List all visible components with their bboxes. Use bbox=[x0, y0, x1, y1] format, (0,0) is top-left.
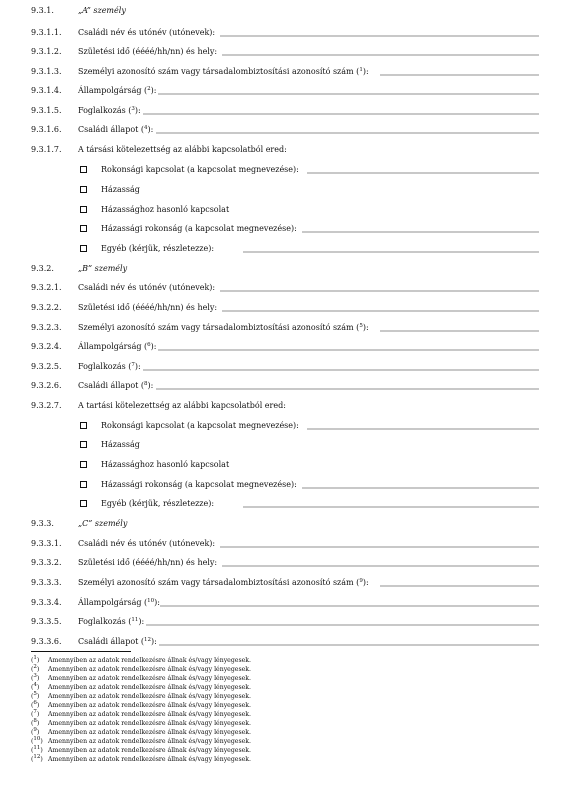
fill-in-line[interactable] bbox=[222, 45, 539, 59]
checkbox-option bbox=[0, 242, 565, 256]
option-label: Házassági rokonság (a kapcsolat megnevezése): bbox=[101, 224, 297, 233]
field-label: A társási kötelezettség az alábbi kapcsolatból ered: bbox=[78, 145, 287, 154]
field-number: 9.3.2.4. bbox=[31, 342, 62, 351]
fill-in-line[interactable] bbox=[222, 301, 539, 315]
section-number: 9.3.1. bbox=[31, 6, 54, 15]
field-label: Állampolgárság ($^{10}$): bbox=[78, 598, 160, 607]
form-field-row bbox=[0, 635, 565, 649]
field-label: Állampolgárság ($^6$): bbox=[78, 342, 157, 351]
section-title: „C” személy bbox=[78, 519, 128, 528]
field-label: Családi név és utónév (utónevek): bbox=[78, 539, 216, 548]
fill-in-line[interactable] bbox=[220, 281, 539, 295]
checkbox-option bbox=[0, 203, 565, 217]
field-label: Születési idő (éééé/hh/nn) és hely: bbox=[78, 558, 218, 567]
section-title: „A” személy bbox=[78, 6, 126, 15]
section-title: „B” személy bbox=[78, 264, 128, 273]
checkbox-option bbox=[0, 497, 565, 511]
form-field-row bbox=[0, 360, 565, 374]
checkbox-option bbox=[0, 183, 565, 197]
checkbox-option bbox=[0, 222, 565, 236]
field-number: 9.3.3.3. bbox=[31, 578, 62, 587]
field-number: 9.3.1.4. bbox=[31, 86, 62, 95]
field-label: Személyi azonosító szám vagy társadalombiztosítási azonosító szám ($^1$): bbox=[78, 67, 369, 76]
checkbox[interactable] bbox=[80, 245, 87, 252]
form-field-row bbox=[0, 556, 565, 570]
field-number: 9.3.3.1. bbox=[31, 539, 62, 548]
fill-in-line[interactable] bbox=[143, 104, 539, 118]
field-label: Születési idő (éééé/hh/nn) és hely: bbox=[78, 303, 218, 312]
fill-in-line[interactable] bbox=[146, 615, 539, 629]
footnote-ref: 6 bbox=[147, 342, 151, 348]
fill-in-line[interactable] bbox=[160, 596, 539, 610]
fill-in-line[interactable] bbox=[243, 497, 539, 511]
footnote-ref: 9 bbox=[359, 578, 363, 584]
section-heading bbox=[0, 4, 565, 18]
footnote: ($^2$) Amennyiben az adatok rendelkezésre állnak és/vagy lényegesek. bbox=[31, 664, 252, 673]
option-label: Házasság bbox=[101, 185, 140, 194]
footnote: ($^8$) Amennyiben az adatok rendelkezésre állnak és/vagy lényegesek. bbox=[31, 718, 252, 727]
fill-in-line[interactable] bbox=[307, 163, 539, 177]
form-field-row bbox=[0, 576, 565, 590]
field-number: 9.3.3.2. bbox=[31, 558, 62, 567]
form-field-row bbox=[0, 321, 565, 335]
field-number: 9.3.2.2. bbox=[31, 303, 62, 312]
checkbox[interactable] bbox=[80, 166, 87, 173]
footnote: ($^{11}$) Amennyiben az adatok rendelkezésre állnak és/vagy lényegesek. bbox=[31, 745, 252, 754]
fill-in-line[interactable] bbox=[302, 478, 539, 492]
field-label: Foglalkozás ($^7$): bbox=[78, 362, 141, 371]
checkbox[interactable] bbox=[80, 225, 87, 232]
option-label: Egyéb (kérjük, részletezze): bbox=[101, 244, 215, 253]
section-heading bbox=[0, 517, 565, 531]
field-number: 9.3.3.5. bbox=[31, 617, 62, 626]
option-label: Rokonsági kapcsolat (a kapcsolat megnevezése): bbox=[101, 421, 299, 430]
checkbox-option bbox=[0, 438, 565, 452]
footnote-ref: 7 bbox=[131, 362, 135, 368]
footnote: ($^3$) Amennyiben az adatok rendelkezésre állnak és/vagy lényegesek. bbox=[31, 673, 252, 682]
field-number: 9.3.1.2. bbox=[31, 47, 62, 56]
checkbox[interactable] bbox=[80, 422, 87, 429]
footnote: ($^5$) Amennyiben az adatok rendelkezésre állnak és/vagy lényegesek. bbox=[31, 691, 252, 700]
fill-in-line[interactable] bbox=[222, 556, 539, 570]
option-label: Házassági rokonság (a kapcsolat megnevezése): bbox=[101, 480, 297, 489]
fill-in-line[interactable] bbox=[158, 84, 539, 98]
checkbox[interactable] bbox=[80, 441, 87, 448]
checkbox[interactable] bbox=[80, 500, 87, 507]
fill-in-line[interactable] bbox=[380, 65, 539, 79]
footnote: ($^{12}$) Amennyiben az adatok rendelkezésre állnak és/vagy lényegesek. bbox=[31, 754, 252, 763]
fill-in-line[interactable] bbox=[307, 419, 539, 433]
field-number: 9.3.1.7. bbox=[31, 145, 62, 154]
fill-in-line[interactable] bbox=[159, 635, 539, 649]
section-number: 9.3.2. bbox=[31, 264, 54, 273]
option-label: Házassághoz hasonló kapcsolat bbox=[101, 460, 230, 469]
footnote: ($^4$) Amennyiben az adatok rendelkezésre állnak és/vagy lényegesek. bbox=[31, 682, 252, 691]
field-number: 9.3.1.3. bbox=[31, 67, 62, 76]
form-field-row bbox=[0, 399, 565, 413]
checkbox-option bbox=[0, 458, 565, 472]
footnote-ref: 1 bbox=[359, 67, 363, 73]
fill-in-line[interactable] bbox=[220, 537, 539, 551]
field-label: Állampolgárság ($^2$): bbox=[78, 86, 157, 95]
option-label: Házasság bbox=[101, 440, 140, 449]
form-field-row bbox=[0, 281, 565, 295]
option-label: Házassághoz hasonló kapcsolat bbox=[101, 205, 230, 214]
field-label: Születési idő (éééé/hh/nn) és hely: bbox=[78, 47, 218, 56]
field-label: Családi állapot ($^4$): bbox=[78, 125, 154, 134]
checkbox-option bbox=[0, 419, 565, 433]
option-label: Egyéb (kérjük, részletezze): bbox=[101, 499, 215, 508]
footnote-ref: 4 bbox=[144, 125, 148, 131]
fill-in-line[interactable] bbox=[243, 242, 539, 256]
checkbox[interactable] bbox=[80, 481, 87, 488]
footnote: ($^1$) Amennyiben az adatok rendelkezésre állnak és/vagy lényegesek. bbox=[31, 655, 252, 664]
field-label: Személyi azonosító szám vagy társadalombiztosítási azonosító szám ($^9$): bbox=[78, 578, 369, 587]
field-label: Családi állapot ($^{12}$): bbox=[78, 637, 157, 646]
footnote-ref: 8 bbox=[144, 381, 148, 387]
form-field-row bbox=[0, 537, 565, 551]
form-field-row bbox=[0, 123, 565, 137]
fill-in-line[interactable] bbox=[220, 26, 539, 40]
field-label: Családi név és utónév (utónevek): bbox=[78, 28, 216, 37]
field-label: Foglalkozás ($^3$): bbox=[78, 106, 141, 115]
field-label: Személyi azonosító szám vagy társadalombiztosítási azonosító szám ($^5$): bbox=[78, 323, 369, 332]
form-field-row bbox=[0, 104, 565, 118]
form-field-row bbox=[0, 340, 565, 354]
checkbox[interactable] bbox=[80, 461, 87, 468]
field-number: 9.3.3.4. bbox=[31, 598, 62, 607]
checkbox[interactable] bbox=[80, 186, 87, 193]
form-field-row bbox=[0, 379, 565, 393]
form-field-row bbox=[0, 45, 565, 59]
field-label: Foglalkozás ($^{11}$): bbox=[78, 617, 145, 626]
field-number: 9.3.2.5. bbox=[31, 362, 62, 371]
field-label: Családi név és utónév (utónevek): bbox=[78, 283, 216, 292]
fill-in-line[interactable] bbox=[156, 379, 539, 393]
form-field-row bbox=[0, 301, 565, 315]
footnote-ref: 10 bbox=[147, 598, 155, 604]
field-label: Családi állapot ($^8$): bbox=[78, 381, 154, 390]
footnote: ($^6$) Amennyiben az adatok rendelkezésre állnak és/vagy lényegesek. bbox=[31, 700, 252, 709]
field-number: 9.3.3.6. bbox=[31, 637, 62, 646]
fill-in-line[interactable] bbox=[156, 123, 539, 137]
field-number: 9.3.1.6. bbox=[31, 125, 62, 134]
form-field-row bbox=[0, 143, 565, 157]
footnote-ref: 12 bbox=[144, 637, 152, 643]
fill-in-line[interactable] bbox=[302, 222, 539, 236]
footnote: ($^7$) Amennyiben az adatok rendelkezésre állnak és/vagy lényegesek. bbox=[31, 709, 252, 718]
footnote-ref: 11 bbox=[131, 617, 139, 623]
field-number: 9.3.2.7. bbox=[31, 401, 62, 410]
field-number: 9.3.2.6. bbox=[31, 381, 62, 390]
section-number: 9.3.3. bbox=[31, 519, 54, 528]
form-field-row bbox=[0, 65, 565, 79]
form-field-row bbox=[0, 26, 565, 40]
checkbox-option bbox=[0, 478, 565, 492]
fill-in-line[interactable] bbox=[380, 321, 539, 335]
option-label: Rokonsági kapcsolat (a kapcsolat megnevezése): bbox=[101, 165, 299, 174]
form-field-row bbox=[0, 596, 565, 610]
form-field-row bbox=[0, 84, 565, 98]
fill-in-line[interactable] bbox=[380, 576, 539, 590]
field-label: A tartási kötelezettség az alábbi kapcsolatból ered: bbox=[78, 401, 286, 410]
footnote-ref: 5 bbox=[359, 323, 363, 329]
footnote-ref: 3 bbox=[131, 106, 135, 112]
field-number: 9.3.2.1. bbox=[31, 283, 62, 292]
footnote: ($^{10}$) Amennyiben az adatok rendelkezésre állnak és/vagy lényegesek. bbox=[31, 736, 252, 745]
section-heading bbox=[0, 262, 565, 276]
checkbox[interactable] bbox=[80, 206, 87, 213]
checkbox-option bbox=[0, 163, 565, 177]
footnote-divider bbox=[31, 651, 131, 652]
field-number: 9.3.1.1. bbox=[31, 28, 62, 37]
footnote-ref: 2 bbox=[147, 86, 151, 92]
fill-in-line[interactable] bbox=[158, 340, 539, 354]
field-number: 9.3.1.5. bbox=[31, 106, 62, 115]
form-field-row bbox=[0, 615, 565, 629]
footnote: ($^9$) Amennyiben az adatok rendelkezésre állnak és/vagy lényegesek. bbox=[31, 727, 252, 736]
field-number: 9.3.2.3. bbox=[31, 323, 62, 332]
fill-in-line[interactable] bbox=[143, 360, 539, 374]
